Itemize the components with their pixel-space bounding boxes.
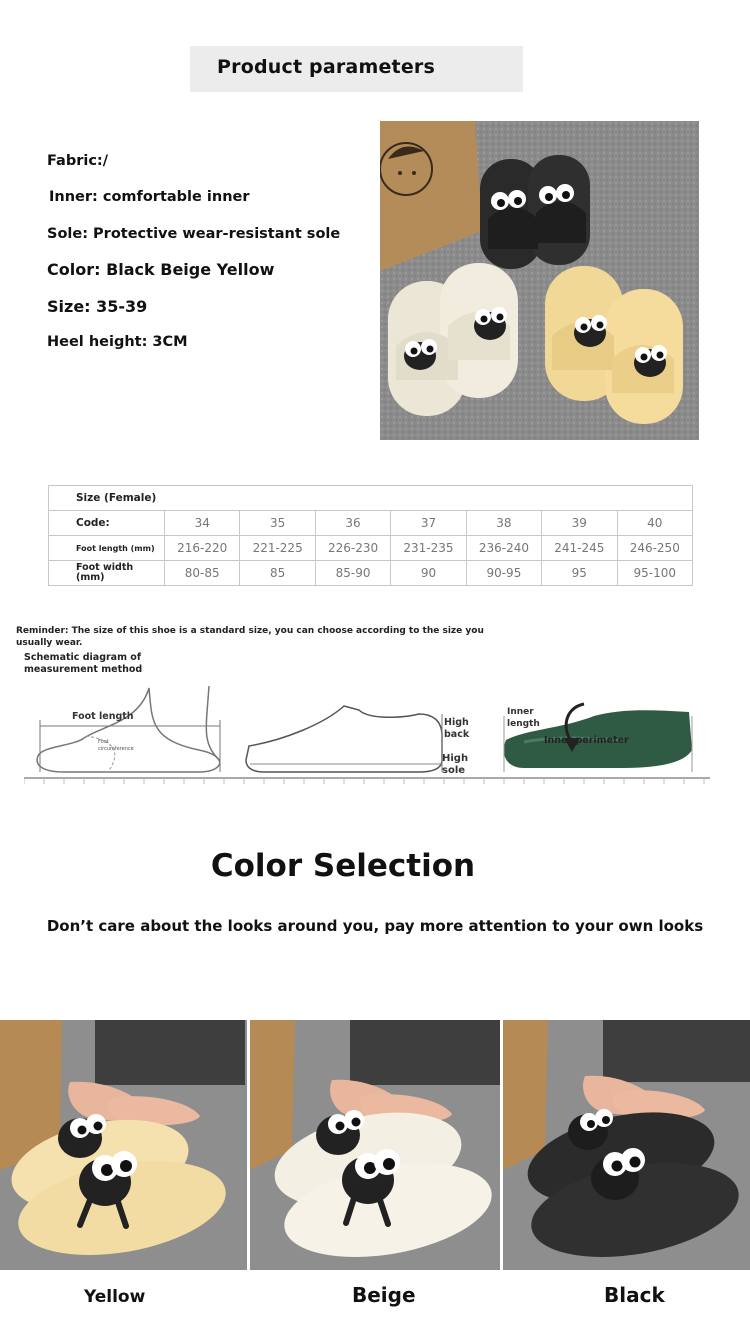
label-inner-length: Inner length [507,707,540,729]
table-row [49,536,693,561]
label-foot-length: Foot length [72,711,134,722]
slippers-illustration [380,121,699,440]
table-cell: 85-90 [315,561,390,586]
label-high-sole: High sole [442,753,469,776]
table-cell: 37 [391,511,466,536]
spec-heel-height: Heel height: 3CM [47,334,188,350]
size-table [48,485,693,586]
row-label-foot-length: Foot length (mm) [49,536,165,561]
photo-beige [250,1020,500,1270]
table-cell: 236-240 [466,536,541,561]
table-cell: 231-235 [391,536,466,561]
schematic-caption: Schematic diagram of measurement method [24,652,143,675]
table-cell: 35 [240,511,315,536]
foot-outline [37,688,220,772]
table-cell: 246-250 [617,536,692,561]
spec-color: Color: Black Beige Yellow [47,260,275,279]
row-label-code: Code: [49,511,165,536]
table-cell: 36 [315,511,390,536]
black-slipper-illustration [503,1020,750,1270]
row-label-foot-width: Foot width (mm) [49,561,165,586]
beige-slipper-illustration [250,1020,500,1270]
photo-black [503,1020,750,1270]
label-high-back: High back [444,717,470,740]
label-foot-circumference: Foot circumference [98,739,134,752]
label-inner-perimeter: Inner perimeter [544,735,629,746]
table-cell: 241-245 [542,536,617,561]
product-parameters-title: Product parameters [217,56,435,78]
color-selection-tagline: Don’t care about the looks around you, pay more attention to your own looks [46,917,704,935]
color-label-yellow: Yellow [84,1287,146,1307]
table-row [49,511,693,536]
yellow-slipper-illustration [0,1020,247,1270]
product-hero-image [380,121,699,440]
color-selection-title: Color Selection [210,848,476,884]
color-label-black: Black [604,1283,665,1307]
table-cell: 90 [391,561,466,586]
table-cell: 95 [542,561,617,586]
table-cell: 216-220 [165,536,240,561]
table-cell: 34 [165,511,240,536]
spec-size: Size: 35-39 [47,297,148,316]
product-parameters-banner [190,46,523,92]
table-cell: 40 [617,511,692,536]
table-cell: 95-100 [617,561,692,586]
spec-sole: Sole: Protective wear-resistant sole [47,226,341,242]
size-reminder: Reminder: The size of this shoe is a standard size, you can choose according to the size you usually wear. [16,626,484,648]
table-cell: 226-230 [315,536,390,561]
table-cell: 85 [240,561,315,586]
size-table-title: Size (Female) [49,486,693,511]
photo-yellow [0,1020,247,1270]
table-cell: 39 [542,511,617,536]
table-row [49,561,693,586]
table-cell: 90-95 [466,561,541,586]
size-table-header-row [49,486,693,511]
shoe-outline [246,706,442,772]
table-cell: 38 [466,511,541,536]
spec-fabric: Fabric:/ [47,153,109,169]
table-cell: 221-225 [240,536,315,561]
spec-inner: Inner: comfortable inner [49,189,250,205]
table-cell: 80-85 [165,561,240,586]
color-label-beige: Beige [352,1283,416,1307]
